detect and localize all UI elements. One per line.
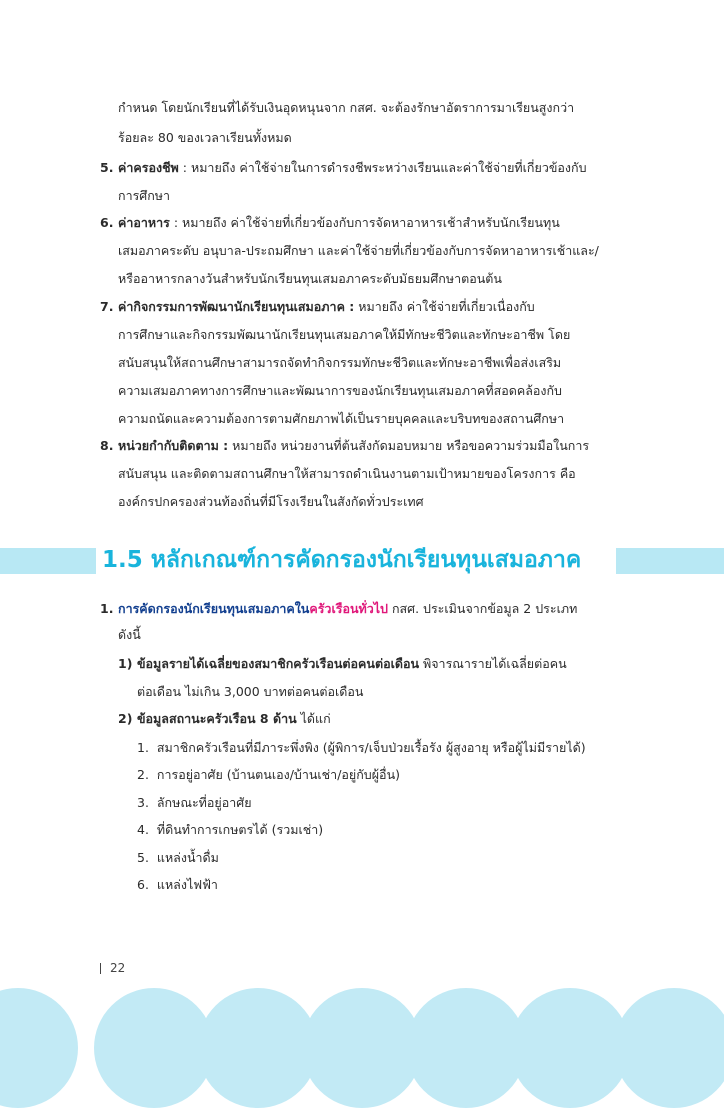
sub-2-number: 2) xyxy=(118,711,133,726)
decorative-bubble xyxy=(302,988,422,1108)
section-item-1-line-2: ดังนี้ xyxy=(118,627,141,642)
criteria-text: ที่ดินทำการเกษตรได้ (รวมเช่า) xyxy=(156,822,324,837)
intro-line-1: กำหนด โดยนักเรียนที่ได้รับเงินอุดหนุนจาก กสศ. จะต้องรักษาอัตราการมาเรียนสูงกว่า xyxy=(118,100,575,115)
general-household-label: ครัวเรือนทั่วไป xyxy=(309,601,388,616)
criteria-text: แหล่งไฟฟ้า xyxy=(156,877,218,892)
intro-line-2: ร้อยละ 80 ของเวลาเรียนทั้งหมด xyxy=(118,130,292,145)
item-7-text-1: หมายถึง ค่าใช้จ่ายที่เกี่ยวเนื่องกับ xyxy=(354,299,535,314)
sub-2-bold: ข้อมูลสถานะครัวเรือน 8 ด้าน xyxy=(137,711,297,726)
criteria-num: 6. xyxy=(137,877,149,892)
item-7-line-3: สนับสนุนให้สถานศึกษาสามารถจัดทำกิจกรรมทักษะชีวิตและทักษะอาชีพเพื่อส่งเสริม xyxy=(118,355,562,370)
sub-1-line-1 xyxy=(137,656,567,672)
item-6-number: 6. xyxy=(100,215,114,230)
item-8-line-2: สนับสนุน และติดตามสถานศึกษาให้สามารถดำเนินงานตามเป้าหมายของโครงการ คือ xyxy=(118,466,576,481)
criteria-text: การอยู่อาศัย (บ้านตนเอง/บ้านเช่า/อยู่กับผู้อื่น) xyxy=(156,767,400,782)
criteria-item-6 xyxy=(137,877,218,893)
item-5-number: 5. xyxy=(100,160,114,175)
item-7-line-2: การศึกษาและกิจกรรมพัฒนานักเรียนทุนเสมอภาคให้มีทักษะชีวิตและทักษะอาชีพ โดย xyxy=(118,327,571,342)
sub-1-line-2: ต่อเดือน ไม่เกิน 3,000 บาทต่อคนต่อเดือน xyxy=(137,684,364,699)
item-7-number: 7. xyxy=(100,299,114,314)
item-8-line-1 xyxy=(118,438,589,454)
decorative-bubble xyxy=(198,988,318,1108)
criteria-text: ลักษณะที่อยู่อาศัย xyxy=(156,795,252,810)
sub-1-rest: พิจารณารายได้เฉลี่ยต่อคน xyxy=(419,656,567,671)
page-number-divider xyxy=(100,963,101,974)
section-heading-band xyxy=(0,548,724,574)
criteria-num: 2. xyxy=(137,767,149,782)
item-5-line-1 xyxy=(118,160,587,176)
item-7-line-5: ความถนัดและความต้องการตามศักยภาพได้เป็นรายบุคคลและบริบทของสถานศึกษา xyxy=(118,411,565,426)
decorative-bubble xyxy=(0,988,78,1108)
decorative-bubble xyxy=(614,988,724,1108)
item-5-line-2: การศึกษา xyxy=(118,188,171,203)
criteria-num: 3. xyxy=(137,795,149,810)
criteria-item-5 xyxy=(137,850,219,866)
item-7-line-4: ความเสมอภาคทางการศึกษาและพัฒนาการของนักเรียนทุนเสมอภาคที่สอดคล้องกับ xyxy=(118,383,562,398)
criteria-item-3 xyxy=(137,795,252,811)
item-6-text-1: : หมายถึง ค่าใช้จ่ายที่เกี่ยวข้องกับการจัดหาอาหารเช้าสำหรับนักเรียนทุน xyxy=(169,215,560,230)
criteria-num: 1. xyxy=(137,740,149,755)
decorative-bubble xyxy=(94,988,214,1108)
criteria-item-4 xyxy=(137,822,323,838)
item-6-line-3: หรืออาหารกลางวันสำหรับนักเรียนทุนเสมอภาคระดับมัธยมศึกษาตอนต้น xyxy=(118,271,502,286)
criteria-num: 5. xyxy=(137,850,149,865)
sub-1-number: 1) xyxy=(118,656,133,671)
sub-2-line-1 xyxy=(137,711,331,727)
section-title: 1.5 หลักเกณฑ์การคัดกรองนักเรียนทุนเสมอภาค xyxy=(102,547,582,573)
item-6-line-1 xyxy=(118,215,560,231)
section-item-1-rest: กสศ. ประเมินจากข้อมูล 2 ประเภท xyxy=(387,601,578,616)
criteria-text: สมาชิกครัวเรือนที่มีภาระพึ่งพิง (ผู้พิการ/เจ็บป่วยเรื้อรัง ผู้สูงอายุ หรือผู้ไม่มีรายได้) xyxy=(156,740,586,755)
decorative-bubble xyxy=(510,988,630,1108)
screening-label: การคัดกรองนักเรียนทุนเสมอภาคใน xyxy=(118,601,310,616)
item-7-term: ค่ากิจกรรมการพัฒนานักเรียนทุนเสมอภาค : xyxy=(118,299,355,314)
criteria-num: 4. xyxy=(137,822,149,837)
criteria-item-1 xyxy=(137,740,586,756)
item-8-text-1: หมายถึง หน่วยงานที่ต้นสังกัดมอบหมาย หรือขอความร่วมมือในการ xyxy=(228,438,590,453)
item-8-line-3: องค์กรปกครองส่วนท้องถิ่นที่มีโรงเรียนในสังกัดทั่วประเทศ xyxy=(118,494,424,509)
decorative-bubble xyxy=(406,988,526,1108)
criteria-item-2 xyxy=(137,767,400,783)
sub-1-bold: ข้อมูลรายได้เฉลี่ยของสมาชิกครัวเรือนต่อคนต่อเดือน xyxy=(137,656,420,671)
section-band-right xyxy=(616,548,724,574)
item-8-term: หน่วยกำกับติดตาม : xyxy=(118,438,229,453)
item-8-number: 8. xyxy=(100,438,114,453)
item-7-line-1 xyxy=(118,299,535,315)
item-5-term: ค่าครองชีพ xyxy=(118,160,179,175)
criteria-text: แหล่งน้ำดื่ม xyxy=(156,850,219,865)
section-item-1-line-1 xyxy=(118,601,577,617)
item-5-text-1: : หมายถึง ค่าใช้จ่ายในการดำรงชีพระหว่างเรียนและค่าใช้จ่ายที่เกี่ยวข้องกับ xyxy=(178,160,587,175)
sub-2-rest: ได้แก่ xyxy=(296,711,331,726)
section-band-left xyxy=(0,548,96,574)
page-number: 22 xyxy=(110,961,126,975)
item-6-term: ค่าอาหาร xyxy=(118,215,170,230)
section-item-1-number: 1. xyxy=(100,601,114,616)
item-6-line-2: เสมอภาคระดับ อนุบาล-ประถมศึกษา และค่าใช้จ่ายที่เกี่ยวข้องกับการจัดหาอาหารเช้าและ/ xyxy=(118,243,599,258)
